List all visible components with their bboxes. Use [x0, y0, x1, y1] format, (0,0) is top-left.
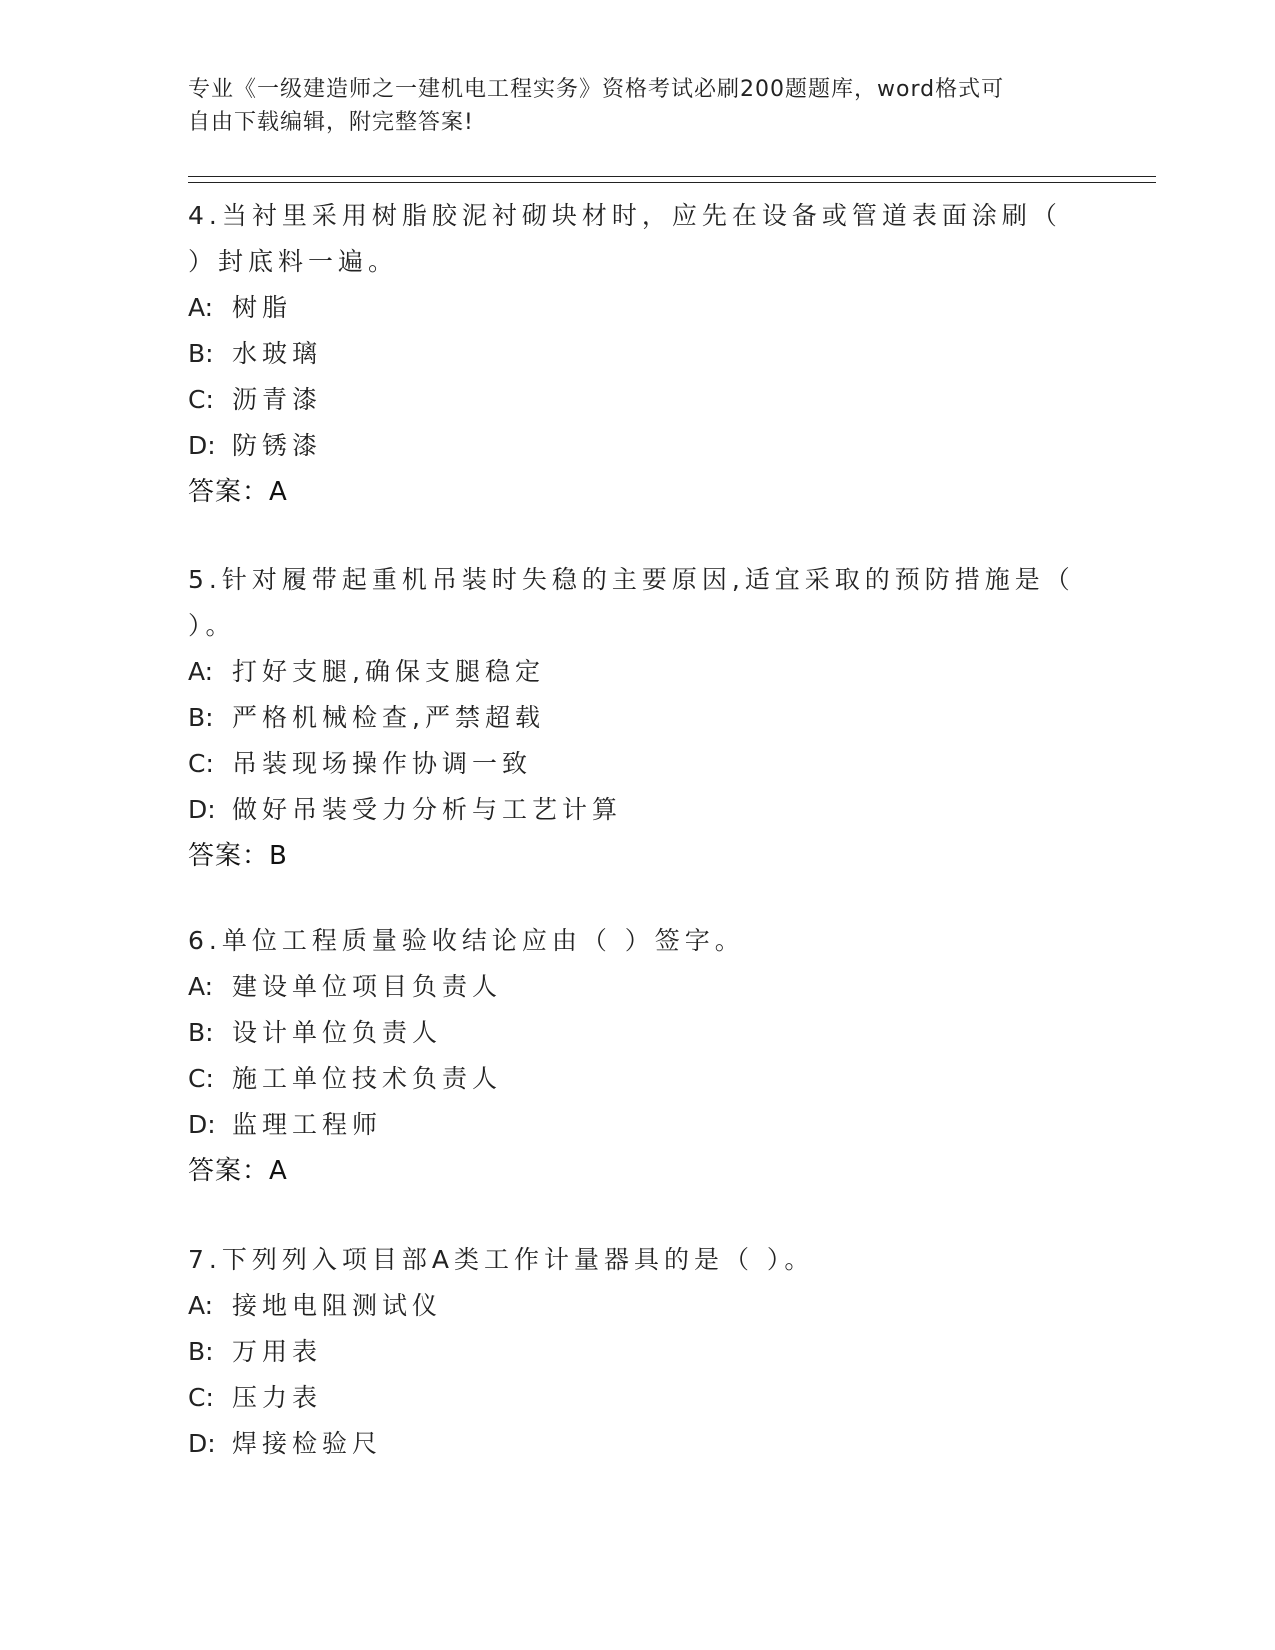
option-letter: B: [188, 703, 214, 732]
option-letter: B: [188, 1018, 214, 1047]
option-text: 树脂 [232, 293, 293, 322]
header-divider-bottom [188, 182, 1156, 183]
option-d [188, 423, 1088, 469]
question-stem: 5.针对履带起重机吊装时失稳的主要原因,适宜采取的预防措施是（ [188, 565, 1075, 594]
option-text: 做好吊装受力分析与工艺计算 [232, 795, 623, 824]
option-letter: B: [188, 339, 214, 368]
option-text: 水玻璃 [232, 339, 323, 368]
question-7 [188, 1237, 1088, 1467]
question-4 [188, 193, 1088, 515]
header-line-1: 专业《一级建造师之一建机电工程实务》资格考试必刷200题题库，word格式可 [188, 77, 1005, 102]
option-letter: C: [188, 749, 214, 778]
question-stem: 6.单位工程质量验收结论应由（ ）签字。 [188, 926, 745, 955]
option-letter: B: [188, 1337, 214, 1366]
question-stem: 4.当衬里采用树脂胶泥衬砌块材时，应先在设备或管道表面涂刷（ [188, 201, 1062, 230]
option-b [188, 331, 1088, 377]
option-text: 打好支腿,确保支腿稳定 [232, 657, 545, 686]
question-stem-continued: ）封底料一遍。 [188, 247, 399, 276]
question-stem-continued: ）。 [188, 611, 236, 640]
option-c [188, 377, 1088, 423]
option-letter: D: [188, 431, 216, 460]
option-a [188, 1283, 1088, 1329]
option-letter: D: [188, 1110, 216, 1139]
option-letter: A: [188, 657, 214, 686]
option-d [188, 787, 1088, 833]
option-a [188, 964, 1088, 1010]
option-text: 吊装现场操作协调一致 [232, 749, 533, 778]
question-6 [188, 918, 1088, 1194]
question-5 [188, 557, 1088, 879]
option-text: 防锈漆 [232, 431, 323, 460]
option-letter: C: [188, 385, 214, 414]
option-c [188, 1056, 1088, 1102]
header-line-2: 自由下载编辑，附完整答案! [188, 110, 474, 135]
option-a [188, 285, 1088, 331]
option-b [188, 695, 1088, 741]
option-text: 压力表 [232, 1383, 323, 1412]
option-b [188, 1010, 1088, 1056]
option-d [188, 1421, 1088, 1467]
option-text: 监理工程师 [232, 1110, 383, 1139]
option-text: 焊接检验尺 [232, 1429, 383, 1458]
option-text: 接地电阻测试仪 [232, 1291, 443, 1320]
option-c [188, 1375, 1088, 1421]
option-a [188, 649, 1088, 695]
option-text: 严格机械检查,严禁超载 [232, 703, 545, 732]
option-letter: C: [188, 1064, 214, 1093]
header-divider-top [188, 176, 1156, 177]
answer-line: 答案：A [188, 1156, 288, 1186]
option-text: 万用表 [232, 1337, 323, 1366]
answer-line: 答案：A [188, 477, 288, 507]
option-text: 设计单位负责人 [232, 1018, 443, 1047]
option-letter: D: [188, 795, 216, 824]
option-text: 施工单位技术负责人 [232, 1064, 503, 1093]
option-letter: A: [188, 972, 214, 1001]
option-letter: A: [188, 1291, 214, 1320]
option-text: 沥青漆 [232, 385, 323, 414]
option-text: 建设单位项目负责人 [232, 972, 503, 1001]
option-d [188, 1102, 1088, 1148]
answer-line: 答案：B [188, 841, 288, 871]
option-letter: D: [188, 1429, 216, 1458]
document-header [188, 73, 1088, 139]
option-c [188, 741, 1088, 787]
option-b [188, 1329, 1088, 1375]
option-letter: C: [188, 1383, 214, 1412]
question-stem: 7.下列列入项目部A类工作计量器具的是（ ）。 [188, 1245, 815, 1274]
option-letter: A: [188, 293, 214, 322]
